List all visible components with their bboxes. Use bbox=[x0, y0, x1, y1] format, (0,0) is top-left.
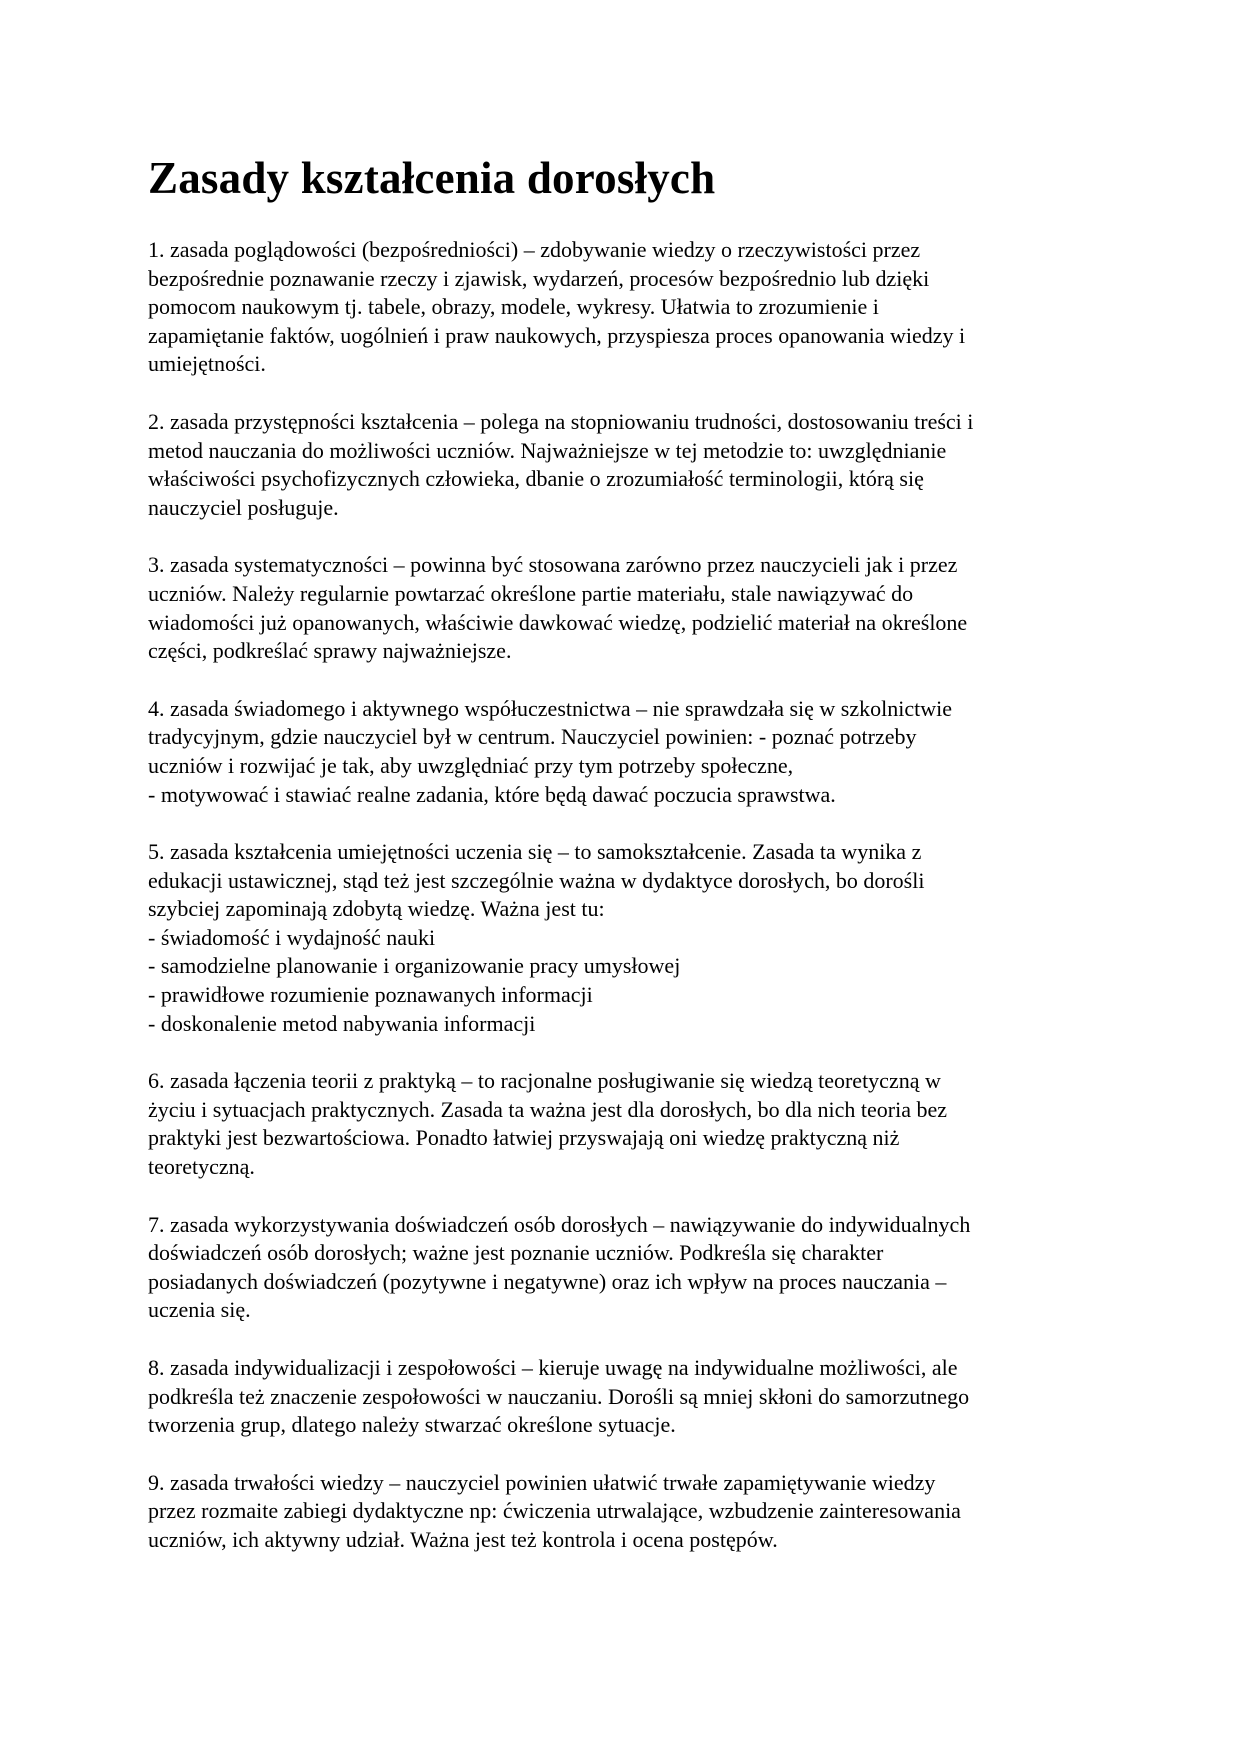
paragraph-3 bbox=[148, 551, 1098, 665]
text-line: szybciej zapominają zdobytą wiedzę. Ważna jest tu: bbox=[148, 896, 605, 922]
text-line: - doskonalenie metod nabywania informacji bbox=[148, 1010, 536, 1036]
paragraph-9 bbox=[148, 1469, 1098, 1555]
text-line: pomocom naukowym tj. tabele, obrazy, modele, wykresy. Ułatwia to zrozumienie i bbox=[148, 294, 879, 320]
text-line: edukacji ustawicznej, stąd też jest szczególnie ważna w dydaktyce dorosłych, bo dorośli bbox=[148, 867, 925, 893]
text-line: nauczyciel posługuje. bbox=[148, 494, 339, 520]
text-line: bezpośrednie poznawanie rzeczy i zjawisk, wydarzeń, procesów bezpośrednio lub dzięki bbox=[148, 265, 930, 291]
text-line: części, podkreślać sprawy najważniejsze. bbox=[148, 638, 512, 664]
paragraph-2 bbox=[148, 408, 1098, 522]
text-line: - samodzielne planowanie i organizowanie pracy umysłowej bbox=[148, 953, 681, 979]
text-line: zapamiętanie faktów, uogólnień i praw naukowych, przyspiesza proces opanowania wiedzy i bbox=[148, 322, 966, 348]
paragraph-1 bbox=[148, 236, 1098, 379]
text-line: praktyki jest bezwartościowa. Ponadto łatwiej przyswajają oni wiedzę praktyczną niż bbox=[148, 1125, 900, 1151]
text-line: 5. zasada kształcenia umiejętności uczenia się – to samokształcenie. Zasada ta wynika z bbox=[148, 839, 922, 865]
text-line: 7. zasada wykorzystywania doświadczeń osób dorosłych – nawiązywanie do indywidualnych bbox=[148, 1211, 971, 1237]
text-line: właściwości psychofizycznych człowieka, dbanie o zrozumiałość terminologii, którą się bbox=[148, 466, 924, 492]
paragraph-6 bbox=[148, 1067, 1098, 1181]
text-line: 4. zasada świadomego i aktywnego współuczestnictwa – nie sprawdzała się w szkolnictwie bbox=[148, 695, 952, 721]
text-line: uczniów, ich aktywny udział. Ważna jest też kontrola i ocena postępów. bbox=[148, 1526, 778, 1552]
paragraph-list bbox=[148, 236, 1098, 1555]
text-line: - prawidłowe rozumienie poznawanych informacji bbox=[148, 982, 593, 1008]
text-line: posiadanych doświadczeń (pozytywne i negatywne) oraz ich wpływ na proces nauczania – bbox=[148, 1268, 947, 1294]
text-line: metod nauczania do możliwości uczniów. Najważniejsze w tej metodzie to: uwzględnianie bbox=[148, 437, 947, 463]
text-line: przez rozmaite zabiegi dydaktyczne np: ćwiczenia utrwalające, wzbudzenie zainteresowania bbox=[148, 1498, 961, 1524]
text-line: tradycyjnym, gdzie nauczyciel był w centrum. Nauczyciel powinien: - poznać potrzeby bbox=[148, 724, 917, 750]
text-line: doświadczeń osób dorosłych; ważne jest poznanie uczniów. Podkreśla się charakter bbox=[148, 1240, 884, 1266]
paragraph-4 bbox=[148, 695, 1098, 809]
text-line: 6. zasada łączenia teorii z praktyką – to racjonalne posługiwanie się wiedzą teoretyczną w bbox=[148, 1068, 941, 1094]
text-line: - świadomość i wydajność nauki bbox=[148, 924, 436, 950]
page-title: Zasady kształcenia dorosłych bbox=[148, 153, 716, 203]
document-page bbox=[148, 150, 1098, 1584]
text-line: 3. zasada systematyczności – powinna być stosowana zarówno przez nauczycieli jak i przez bbox=[148, 552, 958, 578]
paragraph-7 bbox=[148, 1211, 1098, 1325]
text-line: życiu i sytuacjach praktycznych. Zasada ta ważna jest dla dorosłych, bo dla nich teoria bez bbox=[148, 1096, 948, 1122]
text-line: 9. zasada trwałości wiedzy – nauczyciel powinien ułatwić trwałe zapamiętywanie wiedzy bbox=[148, 1469, 936, 1495]
text-line: uczniów i rozwijać je tak, aby uwzględniać przy tym potrzeby społeczne, bbox=[148, 752, 794, 778]
text-line: uczniów. Należy regularnie powtarzać określone partie materiału, stale nawiązywać do bbox=[148, 580, 914, 606]
text-line: teoretyczną. bbox=[148, 1154, 255, 1180]
text-line: podkreśla też znaczenie zespołowości w nauczaniu. Dorośli są mniej skłoni do samorzutnego bbox=[148, 1383, 970, 1409]
paragraph-5 bbox=[148, 838, 1098, 1038]
text-line: 1. zasada poglądowości (bezpośredniości) – zdobywanie wiedzy o rzeczywistości przez bbox=[148, 237, 921, 262]
text-line: umiejętności. bbox=[148, 351, 266, 377]
text-line: 8. zasada indywidualizacji i zespołowości – kieruje uwagę na indywidualne możliwości, ale bbox=[148, 1355, 958, 1380]
text-line: wiadomości już opanowanych, właściwie dawkować wiedzę, podzielić materiał na określone bbox=[148, 609, 968, 635]
text-line: uczenia się. bbox=[148, 1297, 251, 1323]
text-line: 2. zasada przystępności kształcenia – polega na stopniowaniu trudności, dostosowaniu treści i bbox=[148, 408, 974, 434]
paragraph-8 bbox=[148, 1354, 1098, 1440]
text-line: tworzenia grup, dlatego należy stwarzać określone sytuacje. bbox=[148, 1412, 676, 1438]
text-line: - motywować i stawiać realne zadania, które będą dawać poczucia sprawstwa. bbox=[148, 781, 836, 807]
